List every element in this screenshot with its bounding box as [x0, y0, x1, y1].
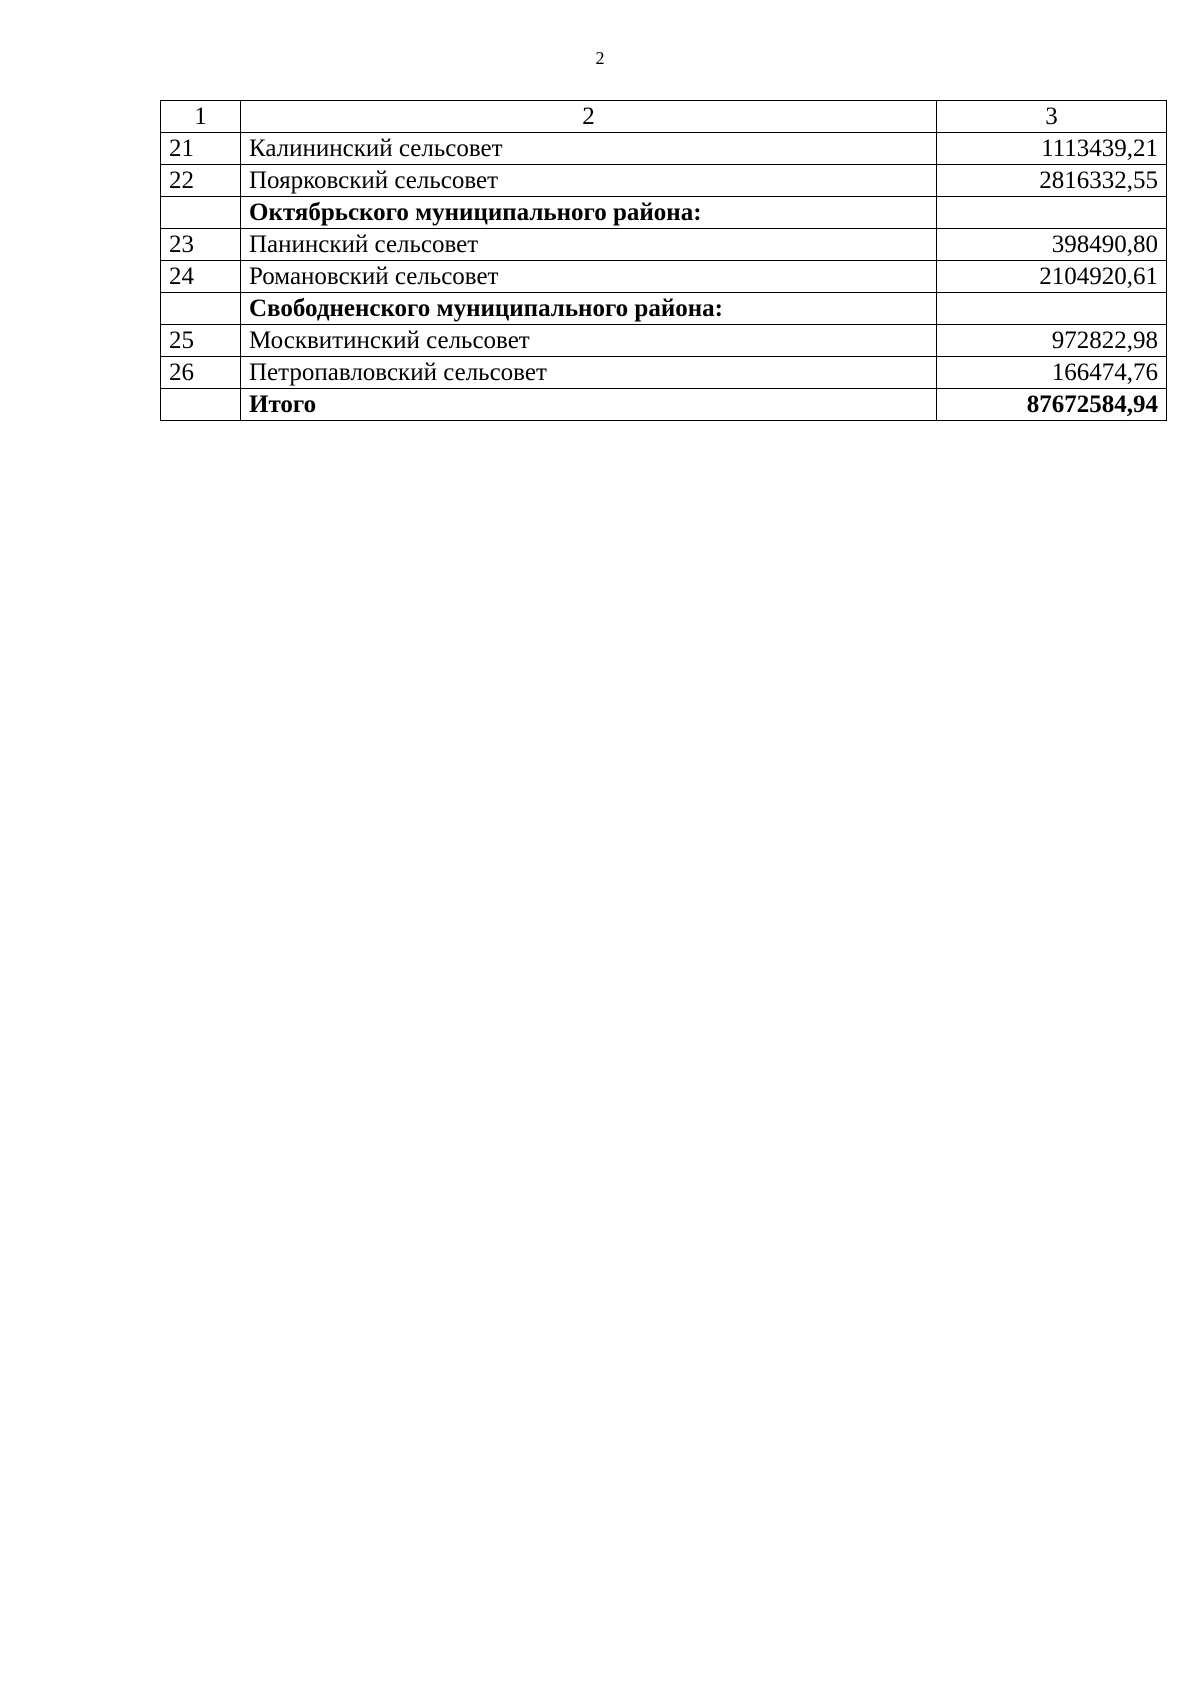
row-name: Калининский сельсовет	[241, 133, 937, 165]
row-number: 25	[161, 325, 241, 357]
header-cell-name: 2	[241, 101, 937, 133]
row-value: 972822,98	[937, 325, 1167, 357]
row-number	[161, 293, 241, 325]
row-number	[161, 197, 241, 229]
row-name: Панинский сельсовет	[241, 229, 937, 261]
row-number: 21	[161, 133, 241, 165]
row-name: Поярковский сельсовет	[241, 165, 937, 197]
row-value: 2104920,61	[937, 261, 1167, 293]
table-row	[161, 325, 1167, 357]
page-number: 2	[595, 48, 605, 68]
section-heading: Октябрьского муниципального района:	[241, 197, 937, 229]
total-label: Итого	[241, 389, 937, 421]
row-name: Москвитинский сельсовет	[241, 325, 937, 357]
row-number	[161, 389, 241, 421]
total-value: 87672584,94	[937, 389, 1167, 421]
row-value: 166474,76	[937, 357, 1167, 389]
table-row	[161, 357, 1167, 389]
table-section-row	[161, 197, 1167, 229]
table-row	[161, 261, 1167, 293]
row-number: 23	[161, 229, 241, 261]
table-total-row	[161, 389, 1167, 421]
section-heading: Свободненского муниципального района:	[241, 293, 937, 325]
row-number: 26	[161, 357, 241, 389]
header-cell-value: 3	[937, 101, 1167, 133]
table-row	[161, 229, 1167, 261]
allocation-table	[160, 100, 1167, 421]
row-number: 22	[161, 165, 241, 197]
row-number: 24	[161, 261, 241, 293]
table-section-row	[161, 293, 1167, 325]
row-name: Романовский сельсовет	[241, 261, 937, 293]
row-value	[937, 197, 1167, 229]
row-value: 398490,80	[937, 229, 1167, 261]
table-row	[161, 165, 1167, 197]
header-cell-number: 1	[161, 101, 241, 133]
row-value: 1113439,21	[937, 133, 1167, 165]
row-name: Петропавловский сельсовет	[241, 357, 937, 389]
table-row	[161, 133, 1167, 165]
row-value	[937, 293, 1167, 325]
row-value: 2816332,55	[937, 165, 1167, 197]
table-header-row	[161, 101, 1167, 133]
